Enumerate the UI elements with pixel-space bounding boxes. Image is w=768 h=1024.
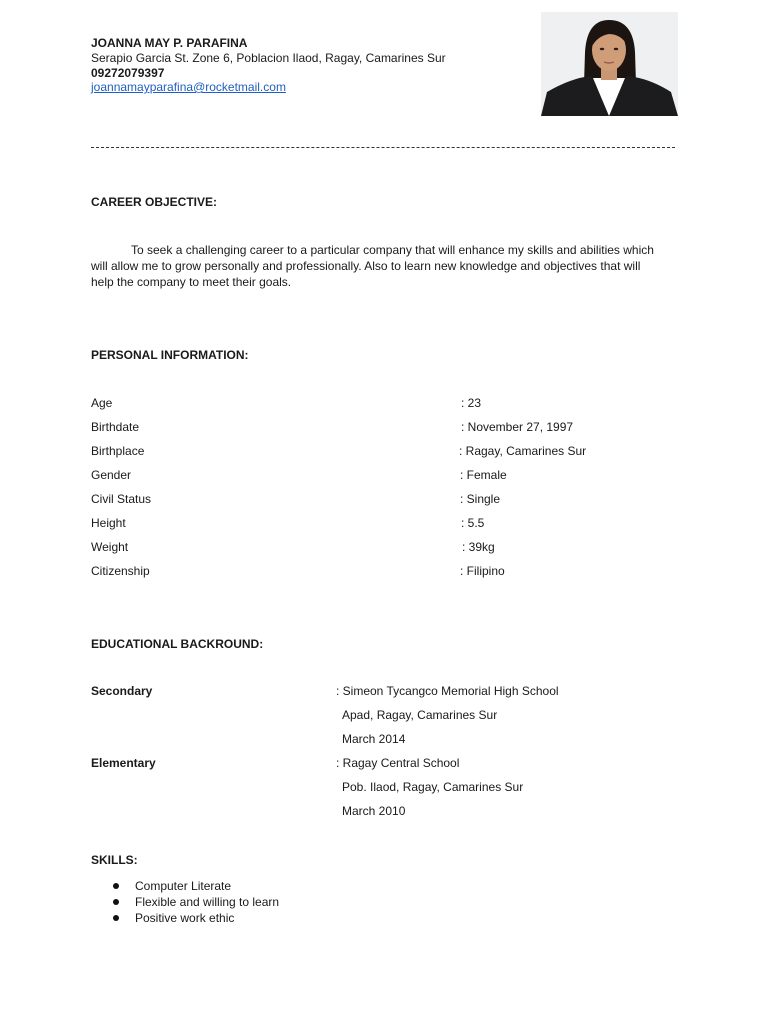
career-objective-heading: CAREER OBJECTIVE: xyxy=(91,195,218,209)
applicant-photo xyxy=(541,12,678,116)
field-label: Citizenship xyxy=(91,564,150,578)
education-school-address: Apad, Ragay, Camarines Sur xyxy=(342,708,498,722)
education-school: : Ragay Central School xyxy=(336,756,460,770)
field-label: Gender xyxy=(91,468,132,482)
field-value: : November 27, 1997 xyxy=(461,420,574,434)
field-label: Height xyxy=(91,516,126,530)
personal-info-row-weight xyxy=(91,540,691,556)
field-label: Civil Status xyxy=(91,492,152,506)
list-item xyxy=(91,894,279,910)
field-label: Weight xyxy=(91,540,129,554)
bullet-icon xyxy=(113,883,119,889)
education-school: : Simeon Tycangco Memorial High School xyxy=(336,684,559,698)
education-elementary xyxy=(91,756,691,772)
personal-info-row-citizenship xyxy=(91,564,691,580)
education-level-label: Secondary xyxy=(91,684,153,698)
skills-list xyxy=(91,878,279,926)
bullet-icon xyxy=(113,915,119,921)
applicant-phone: 09272079397 xyxy=(91,66,165,80)
personal-info-row-civil-status xyxy=(91,492,691,508)
personal-info-row-height xyxy=(91,516,691,532)
skill-text: Flexible and willing to learn xyxy=(135,895,280,909)
career-objective-text: To seek a challenging career to a particular company that will enhance my skills and abilities which will allow me to grow personally and professionally. Also to learn new knowledge and objectives that will help the company to meet their goals. xyxy=(91,243,654,289)
personal-info-heading: PERSONAL INFORMATION: xyxy=(91,348,249,362)
field-value: : Filipino xyxy=(460,564,505,578)
education-secondary-address-row xyxy=(91,708,691,724)
education-secondary xyxy=(91,684,691,700)
field-label: Birthplace xyxy=(91,444,145,458)
skills-heading: SKILLS: xyxy=(91,853,138,867)
field-value: : Female xyxy=(460,468,507,482)
list-item xyxy=(91,878,279,894)
list-item xyxy=(91,910,279,926)
education-level-label: Elementary xyxy=(91,756,156,770)
field-label: Age xyxy=(91,396,113,410)
education-secondary-date-row xyxy=(91,732,691,748)
education-heading: EDUCATIONAL BACKROUND: xyxy=(91,637,264,651)
field-value: : 39kg xyxy=(462,540,495,554)
field-value: : 5.5 xyxy=(461,516,485,530)
personal-info-row-birthplace xyxy=(91,444,691,460)
education-elementary-date-row xyxy=(91,804,691,820)
skill-text: Computer Literate xyxy=(135,879,232,893)
personal-info-row-birthdate xyxy=(91,420,691,436)
field-value: : Ragay, Camarines Sur xyxy=(459,444,587,458)
skill-text: Positive work ethic xyxy=(135,911,235,925)
field-value: : 23 xyxy=(461,396,482,410)
applicant-name: JOANNA MAY P. PARAFINA xyxy=(91,36,248,50)
education-graduation-date: March 2014 xyxy=(342,732,406,746)
header-divider xyxy=(91,147,675,148)
applicant-address: Serapio Garcia St. Zone 6, Poblacion Ilaod, Ragay, Camarines Sur xyxy=(91,51,446,65)
education-elementary-address-row xyxy=(91,780,691,796)
education-school-address: Pob. Ilaod, Ragay, Camarines Sur xyxy=(342,780,524,794)
field-value: : Single xyxy=(460,492,501,506)
bullet-icon xyxy=(113,899,119,905)
field-label: Birthdate xyxy=(91,420,140,434)
applicant-email-link[interactable]: joannamayparafina@rocketmail.com xyxy=(91,80,286,94)
personal-info-row-age xyxy=(91,396,691,412)
education-graduation-date: March 2010 xyxy=(342,804,406,818)
personal-info-row-gender xyxy=(91,468,691,484)
